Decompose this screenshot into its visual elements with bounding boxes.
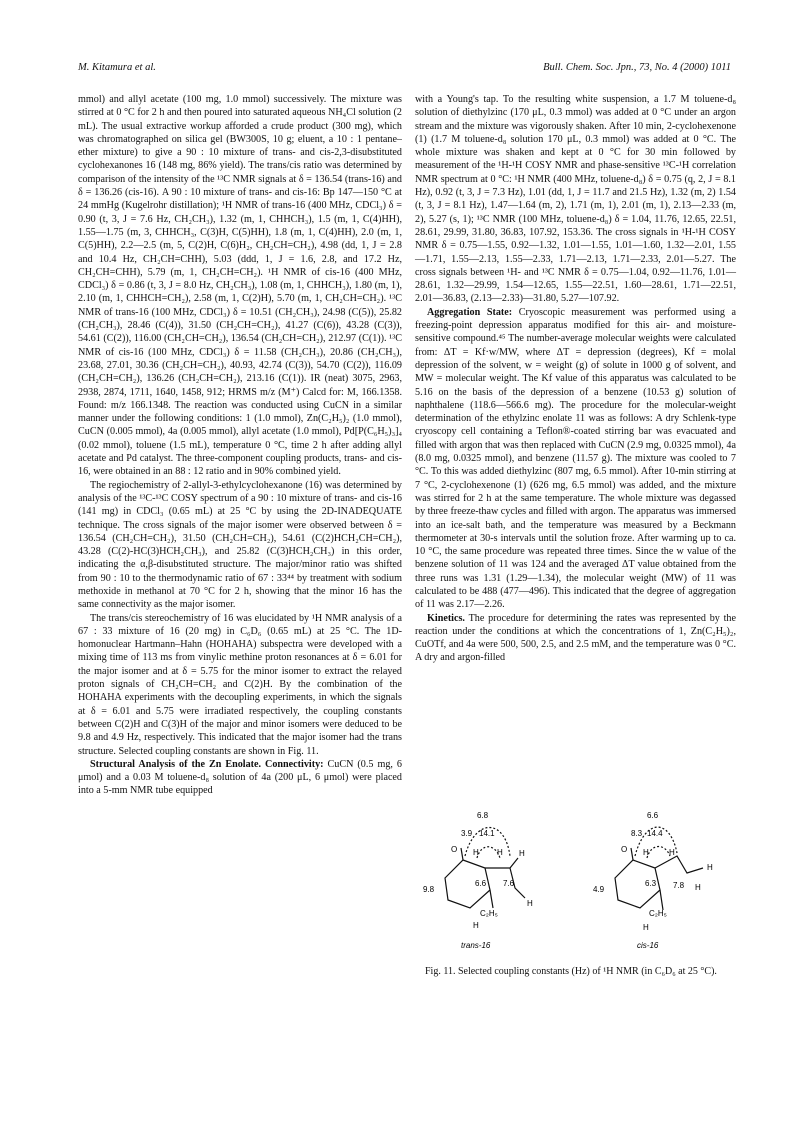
section-paragraph: [415, 306, 736, 612]
section-heading: Kinetics.: [427, 612, 465, 624]
cis-structure: [615, 827, 703, 910]
paragraph: mmol) and allyl acetate (100 mg, 1.0 mmol) successively. The mixture was stirred at 0 °C for 2 h and then poured into saturated aqueous NH₄Cl solution (2 mL). The usual extractive workup afforded a crude product (300 mg), which was chromatographed on silica gel (BW300S, 10 g; eluent, a 10 : 1 pentane–ether mixture) to give a 90 : 10 mixture of trans- and cis-2,3-disubstituted cyclohexanones 16 (148 mg, 86% yield). The trans/cis ratio was determined by comparison of the intensity of the ¹³C NMR signals at δ = 136.54 (trans-16) and δ = 136.26 (cis-16). A 90 : 10 mixture of trans- and cis-16: Bp 147—150 °C at 24 mmHg (Kugelrohr distillation); ¹H NMR of trans-16 (400 MHz, CDCl₃) δ = 0.90 (t, 3, J = 7.6 Hz, CH₂CH₃), 1.32 (m, 1, CHHCH₃), 1.5 (m, 1, C(4)HH), 1.55—1.75 (m, 3, CHHCH₃, C(3)H, C(5)HH), 1.8 (m, 1, C(4)HH), 2.0 (m, 1, C(5)HH), 2.2—2.5 (m, 5, C(2)H, C(6)H₂, CH₂CH=CH₂), 4.98 (dd, 1, J = 2.8 and 10.4 Hz, CH₂CH=CHH), 5.03 (ddd, 1, J = 1.6, 2.8, and 17.2 Hz, CH₂CH=CHH), 5.79 (m, 1, CH₂CH=CH₂). ¹H NMR of cis-16 (400 MHz, CDCl₃) δ = 0.86 (t, 3, J = 8.0 Hz, CH₂CH₃), 1.08 (m, 1, CHHCH₃), 1.80 (m, 1), 2.10 (m, 1, CHHCH=CH₂), 2.58 (m, 1, C(2)H), 5.70 (m, 1, CH₂CH=CH₂). ¹³C NMR of trans-16 (100 MHz, CDCl₃) δ = 10.51 (CH₂CH₃), 24.98 (C(5)), 25.82 (CH₂CH₃), 28.46 (C(4)), 31.50 (CH₂CH=CH₂), 41.27 (C(6)), 43.28 (C(3)), 54.61 (C(2)), 116.00 (CH₂CH=CH₂), 136.54 (CH₂CH=CH₂), 212.97 (C(1)). ¹³C NMR of cis-16 (100 MHz, CDCl₃) δ = 11.58 (CH₂CH₃), 20.86 (CH₂CH₃), 23.68, 27.01, 30.36 (CH₂CH=CH₂), 40.93, 42.74 (C(3)), 54.70 (C(2)), 116.09 (CH₂CH=CH₂), 136.26 (CH₂CH=CH₂), 213.16 (C(1)). IR (neat) 3075, 2963, 2938, 2874, 1711, 1640, 1458, 912; HRMS m/z (M⁺) Calcd for: M, 166.1358. Found: m/z 166.1348. The reaction was conducted using CuCN in a similar manner under the following conditions: 1 (1.0 mmol), Zn(C₂H₅)₂ (1.0 mmol), CuCN (0.005 mmol), 4a (0.005 mmol), allyl acetate (1.0 mmol), Pd[P(C₆H₅)₃]₄ (0.02 mmol), toluene (1.5 mL), temperature 0 °C, time 2 h after adding allyl acetate and Pd catalyst. The three-component coupling products, trans- and cis-16, were obtained in an 88 : 12 ratio and in 90% combined yield.: [78, 94, 402, 478]
cis-h: H: [643, 848, 649, 857]
paragraph: The trans/cis stereochemistry of 16 was elucidated by ¹H NMR analysis of a 67 : 33 mixture of 16 (20 mg) in C₆D₆ (0.65 mL) at 25 °C. The 1D-homonuclear Hartmann–Hahn (HOHAHA) subspectra were developed with a mixing time of 113 ms from vinylic methine proton resonances at δ = 6.01 for the major isomer and at δ = 5.75 for the minor isomer to extract the relayed proton signals of CH₂CH=CH₂ and C(2)H. By the combination of the HOHAHA experiments with the decoupling experiments, in which the signals at δ = 6.01 and 5.75 were irradiated respectively, the coupling constants between C(2)H and C(3)H of the major and minor isomers were deduced to be 9.8 and 4.9 Hz, respectively. This indicated that the major isomer had the trans structure. Selected coupling constants are shown in Fig. 11.: [78, 612, 402, 757]
cis-j-ring: 6.3: [645, 879, 657, 888]
trans-label: trans-16: [461, 941, 491, 950]
trans-j-b: 14.1: [479, 829, 495, 838]
trans-oxygen: O: [451, 845, 458, 854]
right-column: [415, 93, 736, 665]
trans-ethyl: C₂H₅: [480, 909, 498, 918]
trans-h: H: [519, 849, 525, 858]
cis-h: H: [643, 923, 649, 932]
section-text: CuCN (0.5 mg, 6 μmol) and a 0.03 M toluene-d₈ solution of 4a (200 μL, 6 μmol) were placed into a 5-mm NMR tube equipped: [78, 758, 402, 797]
cis-h: H: [669, 848, 675, 857]
header-journal: Bull. Chem. Soc. Jpn., 73, No. 4 (2000) 1011: [543, 62, 731, 73]
figure-11: [415, 798, 736, 1028]
cis-j-a: 8.3: [631, 829, 643, 838]
cis-j-side: 7.8: [673, 881, 685, 890]
left-column: [78, 93, 402, 798]
trans-h: H: [473, 848, 479, 857]
cis-oxygen: O: [621, 845, 628, 854]
paragraph: The regiochemistry of 2-allyl-3-ethylcyclohexanone (16) was determined by analysis of the ¹³C-¹³C COSY spectrum of a 90 : 10 mixture of trans- and cis-16 (141 mg) in CDCl₃ (0.65 mL) at 25 °C by using the 2D-INADEQUATE technique. The cross signals of the major isomer were observed between δ = 136.54 (CH₂CH=CH₂), 31.50 (CH₂CH=CH₂), 54.61 (C(2)HCH₂CH=CH₂), 43.28 (C(2)-HC(3)HCH₂CH₃), and 25.82 (C(3)HCH₂CH₃) in this order, indicating the α,β-disubstituted structure. The major/minor ratio was shifted from 90 : 10 to the thermodynamic ratio of 67 : 33⁴⁴ by treatment with sodium methoxide in methanol at 70 °C for 2 h, showing that the minor 16 has the same connectivity as the major isomer.: [78, 479, 402, 611]
trans-h: H: [527, 899, 533, 908]
section-paragraph: [78, 758, 402, 798]
trans-j-side: 7.6: [503, 879, 515, 888]
cis-h: H: [707, 863, 713, 872]
header-authors: M. Kitamura et al.: [78, 62, 156, 73]
section-heading: Aggregation State:: [427, 306, 513, 318]
section-paragraph: [415, 612, 736, 665]
coupling-structures: [415, 798, 736, 968]
paragraph: with a Young's tap. To the resulting white suspension, a 1.7 M toluene-d₈ solution of diethylzinc (170 μL, 0.3 mmol) was added at 0 °C under an argon stream and the mixture was vigorously shaken. After 10 min, 2-cyclohexenone (1) (1.7 M toluene-d₈ solution 170 μL, 0.3 mmol) was added at 0 °C. The whole mixture was shaken and kept at 0 °C for 30 min followed by measurement of the ¹H-¹H COSY NMR and phase-sensitive ¹³C-¹H correlation NMR spectrum at 0 °C: ¹H NMR (400 MHz, toluene-d₈) δ = 0.75 (q, 2, J = 8.1 Hz), 0.92 (t, 3, J = 7.3 Hz), 1.01 (dd, 1, J = 11.7 and 21.5 Hz), 1.32 (m, 2) 1.54 (t, 3, J = 8.1 Hz), 1.47—1.64 (m, 2), 1.71 (m, 1), 2.01 (m, 1), 2.13—2.33 (m, 2), 5.27 (s, 1); ¹³C NMR (100 MHz, toluene-d₈) δ = 1.04, 11.76, 12.65, 22.51, 28.61, 29.99, 31.80, 36.83, 107.92, 153.36. The cross signals in ¹H-¹H COSY NMR δ = 0.75—1.55, 0.92—1.32, 1.01—1.55, 1.01—1.60, 1.32—2.01, 1.55—1.71, 1.55—2.13, 1.55—2.33, 1.71—2.13, 1.71—2.33, 2.01—5.27. The cross signals between ¹H- and ¹³C NMR δ = 0.75—1.04, 0.92—11.76, 1.01—28.61, 1.32—29.99, 1.54—12.65, 1.55—22.51, 1.60—28.61, 1.71—22.51, 2.01—36.83, (2.13—2.33)—31.80, 5.27—107.92.: [415, 94, 736, 305]
cis-j-b: 14.4: [647, 829, 663, 838]
section-heading: Structural Analysis of the Zn Enolate.: [90, 758, 262, 770]
section-subheading: Connectivity:: [265, 758, 324, 770]
cis-label: cis-16: [637, 941, 659, 950]
cis-ethyl: C₂H₅: [649, 909, 667, 918]
trans-h: H: [473, 921, 479, 930]
section-text: The procedure for determining the rates was represented by the reaction under the conditions at which the concentrations of 1, Zn(C₂H₅)₂, CuOTf, and 4a were 500, 500, 2.5, and 2.5 mM, and the temperature was 0 °C. A dry and argon-filled: [415, 612, 736, 664]
cis-j-top: 6.6: [647, 811, 659, 820]
cis-j-left: 4.9: [593, 885, 605, 894]
running-header: [78, 62, 731, 78]
trans-j-left: 9.8: [423, 885, 435, 894]
trans-h: H: [497, 848, 503, 857]
section-text: Cryoscopic measurement was performed using a freezing-point depression apparatus modified for this air- and moisture-sensitive compound.⁴⁵ The number-average molecular weights were calculated from: ΔT = Kf·w/MW, where ΔT = depression (degrees), Kf = molal depression of the solvent, w = weight (g) of solute in 1000 g of solvent, and MW = molecular weight. The Kf value of this apparatus was calculated to be 5.16 on the basis of the depression of a benzene (10.53 g) solution of naphthalene (118.6—566.6 mg). The procedure for the molecular-weight determination of the ethylzinc enolate 11 was as follows: A dry Schlenk-type cryoscopy cell containing a Teflon®-coated stirring bar was evacuated and filled with argon that was then replaced with CuCN (2.9 mg, 0.0325 mmol), 4a (8.0 mg, 0.0325 mmol), and benzene (11.57 g). The mixture was cooled to 7 °C. To this was added diethylzinc (807 mg, 6.5 mmol). After 10-min stirring at 7 °C, 2-cyclohexenone (1) (626 mg, 6.5 mmol) was added, and the mixture was stirred for 2 h at the same temperature. The whole mixture was degassed by three freeze-thaw cycles and filled with argon. The apparatus was immersed into an ice-salt bath, and the temperature was measured by a Beckmann thermometer at 30-s intervals until the solution froze. After warming up to ca. 10 °C, the same procedure was repeated three times. Since the w value of the benzene solution of 11 was 124 and the averaged ΔT value obtained from the three runs was 1.31 (1.29—1.34), the molecular weight (MW) of 11 was calculated to be 488 (477—496). This indicated that the degree of aggregation of 11 was 2.17—2.26.: [415, 306, 736, 611]
trans-j-a: 3.9: [461, 829, 473, 838]
cis-h: H: [695, 883, 701, 892]
trans-j-ring: 6.6: [475, 879, 487, 888]
trans-j-top: 6.8: [477, 811, 489, 820]
trans-structure: [445, 828, 525, 909]
figure-caption: Fig. 11. Selected coupling constants (Hz) of ¹H NMR (in C₆D₆ at 25 °C).: [425, 966, 717, 977]
